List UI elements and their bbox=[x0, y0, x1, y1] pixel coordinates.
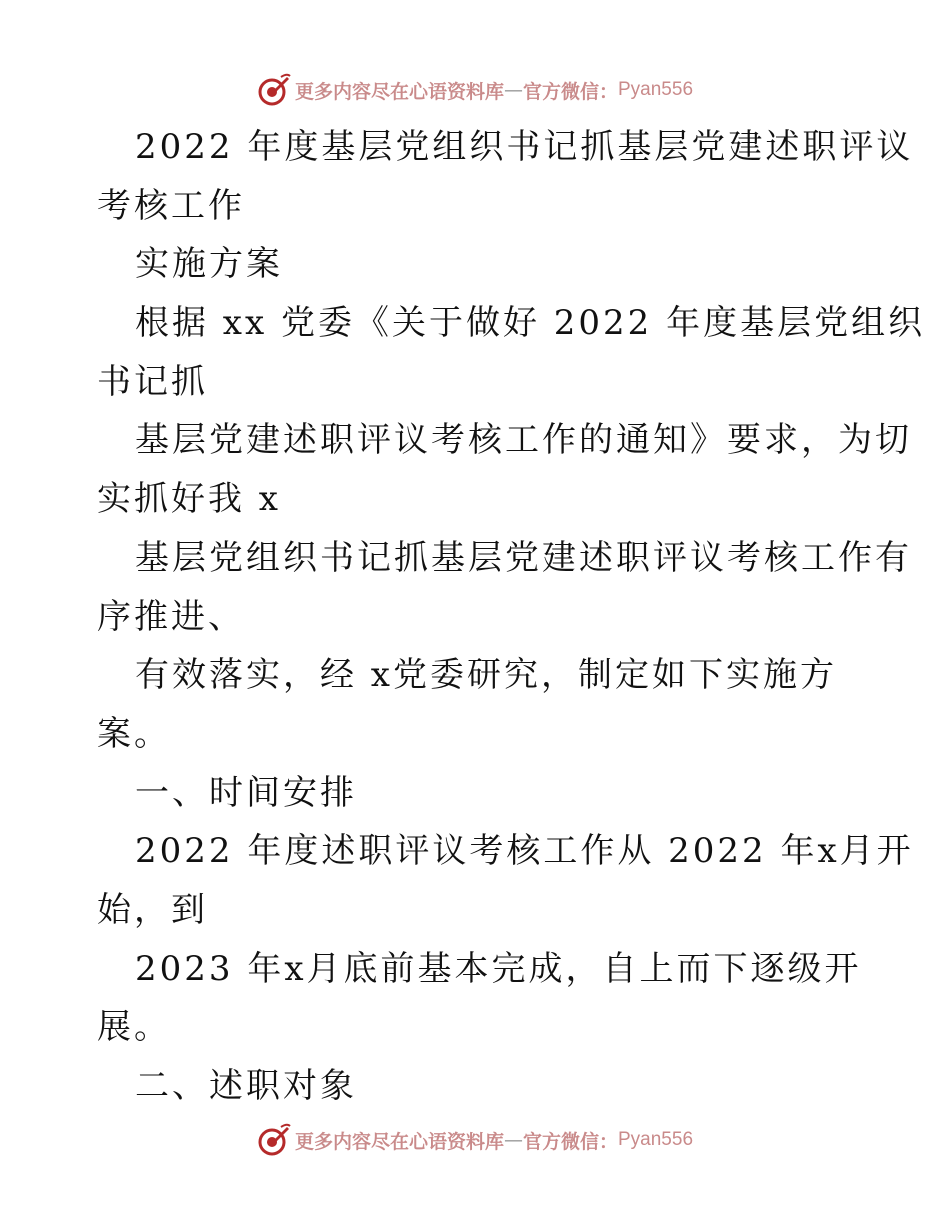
section-heading-1: 一、时间安排 bbox=[135, 772, 357, 813]
watermark-contact-id: Pyan556 bbox=[618, 1129, 694, 1150]
paragraph-line: 展。 bbox=[97, 1007, 171, 1048]
doc-title-line-1: 2022 年度基层党组织书记抓基层党建述职评议 bbox=[135, 127, 914, 167]
watermark-separator: — bbox=[503, 1129, 523, 1151]
watermark-text: 更多内容尽在心语资料库 bbox=[294, 1130, 504, 1153]
watermark-contact-label: 官方微信： bbox=[522, 1130, 618, 1153]
paragraph-line: 基层党建述职评议考核工作的通知》要求，为切 bbox=[135, 420, 912, 461]
paragraph-line: 书记抓 bbox=[97, 361, 208, 402]
paragraph-line: 实抓好我 x bbox=[97, 479, 281, 520]
paragraph-line: 根据 xx 党委《关于做好 2022 年度基层党组织 bbox=[135, 303, 926, 344]
section-heading-2: 二、述职对象 bbox=[135, 1066, 357, 1106]
paragraph-line: 2023 年x月底前基本完成，自上而下逐级开 bbox=[135, 948, 862, 989]
watermark-text: 更多内容尽在心语资料库 bbox=[294, 80, 504, 103]
watermark-separator: — bbox=[503, 79, 523, 101]
footer-watermark bbox=[0, 1120, 950, 1160]
paragraph-line: 2022 年度述职评议考核工作从 2022 年x月开 bbox=[135, 831, 914, 872]
watermark-contact-label: 官方微信： bbox=[522, 80, 618, 103]
paragraph-line: 序推进、 bbox=[97, 596, 245, 637]
paragraph-line: 始，到 bbox=[97, 889, 208, 930]
paragraph-line: 有效落实，经 x党委研究，制定如下实施方 bbox=[135, 655, 837, 696]
document-body bbox=[97, 118, 926, 1116]
paragraph-line: 基层党组织书记抓基层党建述职评议考核工作有 bbox=[135, 537, 912, 578]
header-watermark bbox=[0, 70, 950, 110]
doc-title-line-2: 考核工作 bbox=[97, 185, 245, 226]
pen-nib-logo-icon bbox=[257, 73, 291, 107]
doc-subtitle: 实施方案 bbox=[135, 244, 283, 285]
pen-nib-logo-icon bbox=[257, 1123, 291, 1157]
paragraph-line: 案。 bbox=[97, 713, 171, 754]
watermark-contact-id: Pyan556 bbox=[618, 79, 694, 100]
